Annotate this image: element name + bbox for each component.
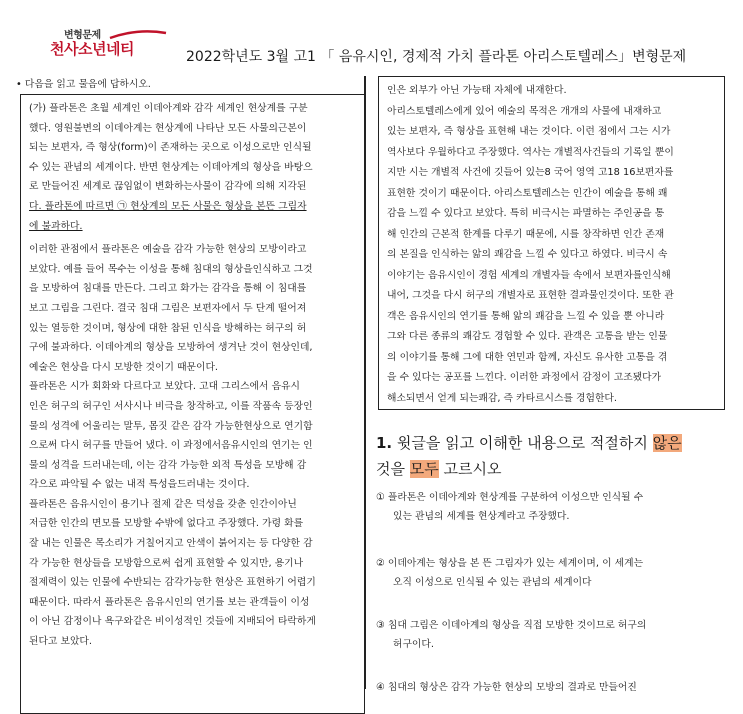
passage-line: 예술은 현상을 다시 모방한 것이기 때문이다.	[29, 361, 219, 373]
passage-line: 해소되면서 얻게 되는쾌감, 즉 카타르시스를 경험한다.	[387, 392, 618, 404]
choice-line: ④ 침대의 형상은 감각 가능한 현상의 모방의 결과로 만들어진	[376, 682, 637, 693]
choice-line: 오직 이성으로 인식될 수 있는 관념의 세계이다	[393, 577, 592, 588]
passage-line: 잘 내는 인물은 목소리가 거칠어지고 안색이 붉어지는 등 다양한 감	[29, 538, 313, 550]
right-column	[372, 78, 734, 693]
passage-line: 있는 열등한 것이며, 형상에 대한 참된 인식을 방해하는 허구의 허	[29, 322, 307, 334]
passage-line: 의 이야기를 통해 그에 대한 연민과 함께, 자신도 유사한 고통을 겪	[387, 351, 668, 363]
passage-line: 내어, 그것을 다시 허구의 개별자로 표현한 결과물인것이다. 또한 관	[387, 290, 674, 301]
question-stem	[376, 430, 732, 482]
passage-line: 객은 음유시인의 연기를 통해 앎의 쾌감을 느낄 수 있을 뿐 아니라	[387, 310, 665, 322]
passage-line: 표현한 것이기 때문이다. 아리스토텔레스는 인간이 예술을 통해 쾌	[387, 187, 668, 199]
passage-line: 저급한 인간의 면모를 모방할 수밖에 없다고 주장했다. 가령 화를	[29, 518, 304, 530]
publisher-logo	[50, 26, 170, 66]
passage-line: 감을 느낄 수 있다고 보았다. 특히 비극시는 파멸하는 주인공을 통	[387, 208, 665, 219]
passage-box-left	[20, 94, 365, 714]
question-highlight-all: 모두	[409, 460, 439, 478]
choice-2[interactable]	[376, 554, 728, 592]
passage-line: (가) 플라톤은 초월 세계인 이데아계와 감각 세계인 현상계를 구분	[29, 103, 308, 114]
passage-line: 플라톤은 음유시인이 용기나 절제 같은 덕성을 갖춘 인간이아닌	[29, 498, 297, 510]
passage-line: 때문이다. 따라서 플라톤은 음유시인의 연기를 보는 관객들이 이성	[29, 596, 310, 608]
passage-line-underlined: 에 불과하다.	[29, 220, 83, 232]
passage-line: 각 가능한 현상들을 모방함으로써 쉽게 표현할 수 있지만, 용기나	[29, 557, 304, 569]
choice-line: ③ 침대 그림은 이데아계의 형상을 직접 모방한 것이므로 허구의	[376, 620, 647, 631]
passage-line: 그와 다른 종류의 쾌감도 경험할 수 있다. 관객은 고통을 받는 인물	[387, 331, 668, 342]
question-text-post: 고르시오	[443, 460, 502, 478]
left-column	[14, 78, 359, 689]
logo-subtitle: 변형문제	[64, 30, 101, 41]
choice-line: ② 이데아계는 형상을 본 뜬 그림자가 있는 세계이며, 이 세계는	[376, 558, 644, 569]
passage-line: 이러한 관점에서 플라톤은 예술을 감각 가능한 현상의 모방이라고	[29, 244, 307, 256]
page-header	[0, 0, 743, 72]
passage-line: 플라톤은 시가 회화와 다르다고 보았다. 고대 그리스에서 음유시	[29, 381, 300, 393]
passage-line: 아리스토텔레스에게 있어 예술의 목적은 개개의 사물에 내재하고	[387, 105, 662, 117]
passage-line: 보았다. 예를 들어 목수는 이성을 통해 침대의 형상을인식하고 그것	[29, 263, 313, 275]
choice-line: ① 플라톤은 이데아계와 현상계를 구분하여 이성으만 인식될 수	[376, 492, 644, 503]
passage-line: 되는 보편자, 즉 형상(form)이 존재하는 곳으로 이성으로만 인식될	[29, 142, 312, 154]
passage-line: 해 인간의 근본적 한계를 다루기 때문에, 시를 창작하면 인간 존재	[387, 228, 665, 240]
passage-line: 을 수 있다는 공포를 느낀다. 이러한 과정에서 감정이 고조됐다가	[387, 372, 662, 383]
passage-line: 각으로 파악될 수 없는 내적 특성을드러내는 것이다.	[29, 479, 250, 491]
passage-line: 수 있는 관념의 세계이다. 반면 현상계는 이데아계의 형상을 바탕으	[29, 161, 313, 173]
passage-line: 구에 불과하다. 이데아계의 형상을 모방하여 생겨난 것이 현상인데,	[29, 342, 313, 354]
passage-line: 인은 허구의 허구인 서사시나 비극을 창작하고, 이를 작품속 등장인	[29, 400, 313, 412]
passage-line: 있는 보편자, 즉 형상을 표현해 내는 것이다. 이런 점에서 그는 시가	[387, 126, 671, 137]
document-title: 2022학년도 3월 고1 「 음유시인, 경제적 가치 플라톤 아리스토텔레스」변형문제	[186, 49, 687, 65]
choice-4[interactable]	[376, 678, 728, 697]
passage-line: 역사보다 우월하다고 주장했다. 역사는 개별적사건들의 기록일 뿐이	[387, 146, 674, 158]
passage-line: 으로써 다시 허구를 만들어 냈다. 이 과정에서음유시인의 연기는 인	[29, 440, 313, 452]
question-text: 윗글을 읽고 이해한 내용으로 적절하지	[396, 434, 648, 452]
question-text-pre: 것을	[376, 460, 405, 478]
passage-line-underlined: 다. 플라톤에 따르면 ㉠ 현상계의 모든 사물은 형상을 본뜬 그림자	[29, 200, 307, 212]
passage-line: 로 만들어진 세계로 끊임없이 변화하는사물이 감각에 의해 지각된	[29, 181, 307, 193]
passage-line: 물의 성격에 어울리는 말투, 몸짓 같은 감각 가능한현상으로 연기함	[29, 420, 313, 432]
choice-3[interactable]	[376, 616, 728, 654]
passage-box-right	[378, 76, 725, 410]
passage-line: 이 아닌 감정이나 욕구와같은 비이성적인 것들에 지배되어 타락하게	[29, 616, 316, 628]
choice-line: 있는 관념의 세계를 현상계라고 주장했다.	[393, 511, 570, 522]
passage-line: 이야기는 음유시인이 경험 세계의 개별자들 속에서 보편자를인식해	[387, 269, 671, 281]
passage-line: 인은 외부가 아닌 가능태 자체에 내재한다.	[387, 85, 567, 96]
passage-line: 물의 성격을 드러내는데, 이는 감각 가능한 외적 특성을 모방해 감	[29, 459, 307, 471]
choice-line: 허구이다.	[393, 639, 434, 650]
question-line-2	[376, 456, 732, 482]
instruction-text: • 다음을 읽고 물음에 답하시오.	[16, 79, 151, 90]
passage-line: 절제력이 있는 인물에 수반되는 감각가능한 현상은 표현하기 어렵기	[29, 577, 316, 589]
question-number: 1.	[376, 434, 393, 452]
passage-line: 을 모방하여 침대를 만든다. 그리고 화가는 감각을 통해 이 침대를	[29, 283, 307, 295]
passage-line: 의 본질을 인식하는 앎의 쾌감을 느낄 수 있다고 하였다. 비극시 속	[387, 249, 668, 260]
question-line-1	[376, 430, 732, 456]
logo-name: 천사소년네티	[50, 40, 134, 58]
passage-line: 보고 그림을 그린다. 결국 침대 그림은 보편자에서 두 단계 떨어져	[29, 302, 307, 314]
passage-line: 지만 시는 개별적 사건에 깃들어 있는8 국어 영역 고18 16보편자를	[387, 167, 674, 178]
question-highlight-not: 않은	[652, 434, 682, 452]
passage-line: 했다. 영원불변의 이데아계는 현상계에 나타난 모든 사물의근본이	[29, 122, 307, 134]
passage-line: 된다고 보았다.	[29, 636, 93, 648]
choice-1[interactable]	[376, 488, 728, 526]
